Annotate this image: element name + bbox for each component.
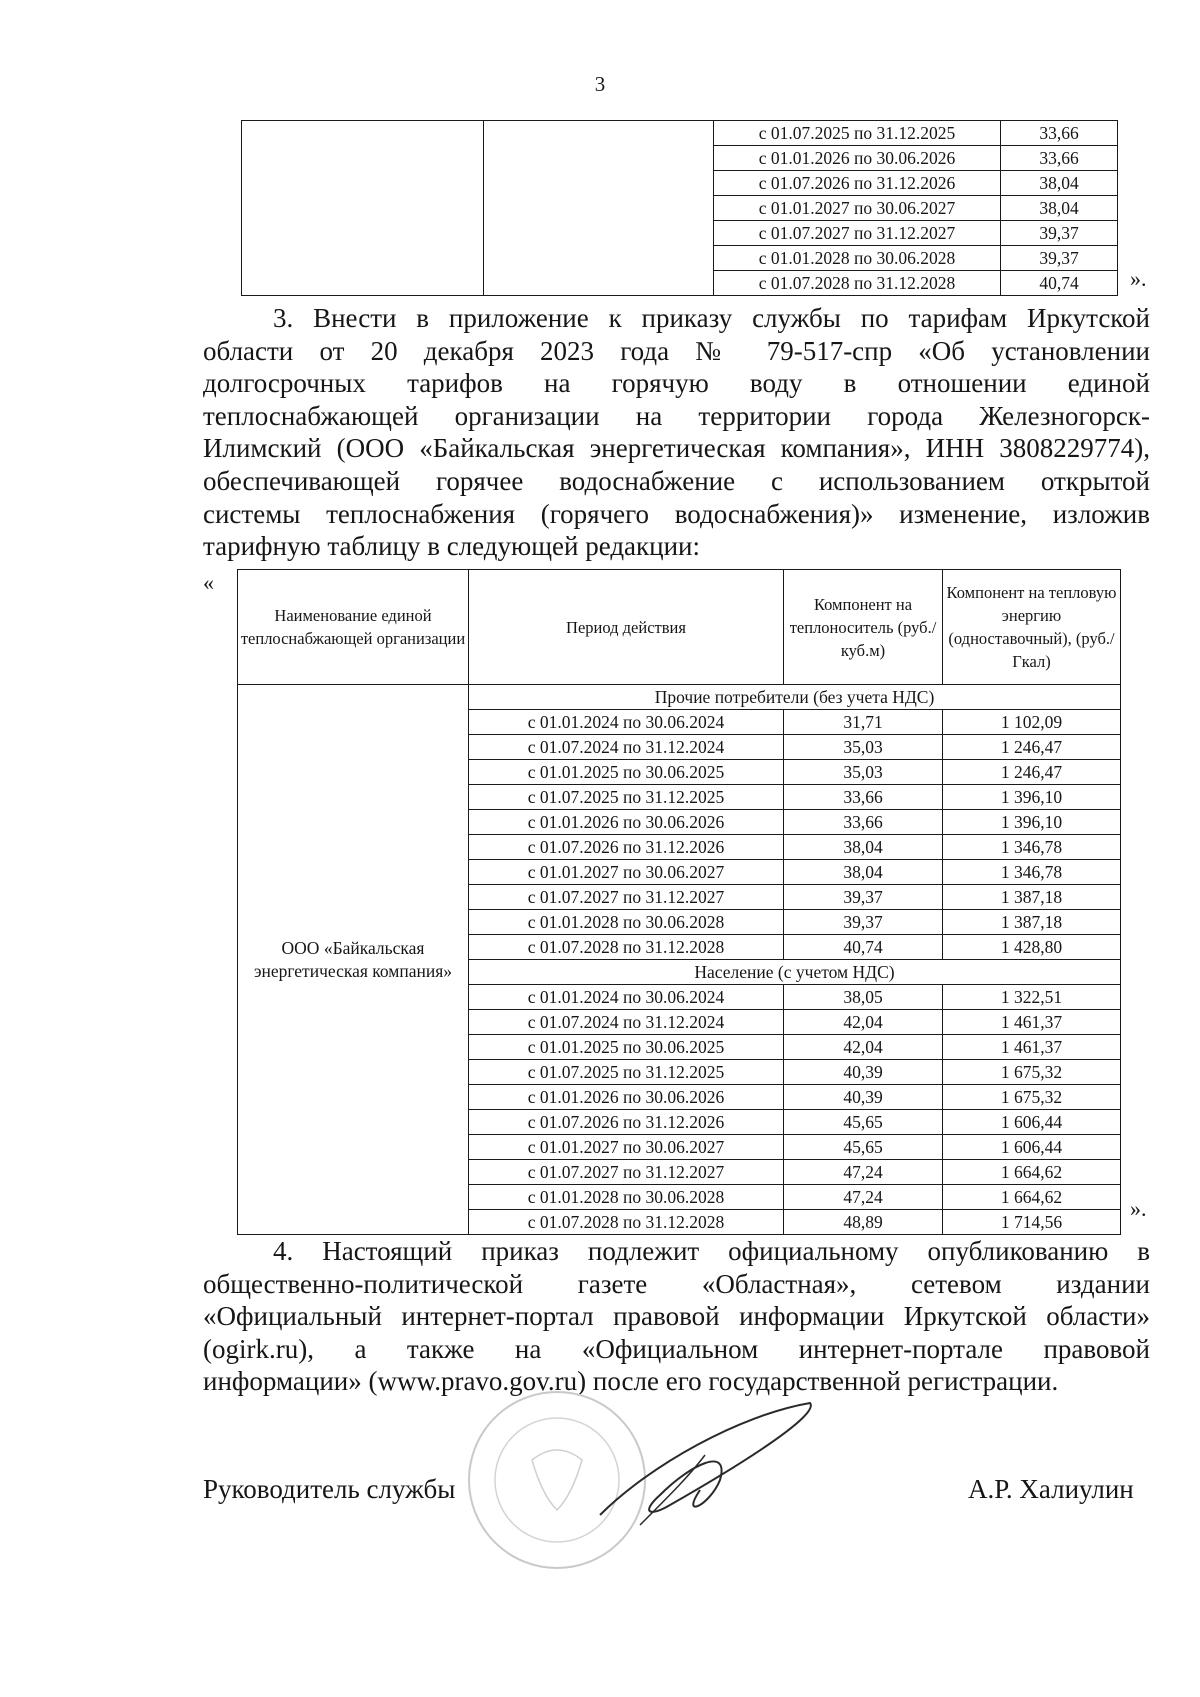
period-cell: с 01.01.2028 по 30.06.2028 <box>469 1185 784 1210</box>
tariff-table <box>237 569 1121 1235</box>
period-cell: с 01.07.2027 по 31.12.2027 <box>714 221 1001 246</box>
energy-cell: 1 428,80 <box>943 935 1121 960</box>
paragraph-line: обеспечивающей горячее водоснабжение с использованием открытой <box>203 465 1150 496</box>
energy-cell: 1 322,51 <box>943 985 1121 1010</box>
group-row <box>238 685 1121 710</box>
carrier-cell: 48,89 <box>784 1210 943 1235</box>
period-cell: с 01.01.2028 по 30.06.2028 <box>469 910 784 935</box>
period-cell: с 01.07.2026 по 31.12.2026 <box>469 1110 784 1135</box>
energy-cell: 1 461,37 <box>943 1035 1121 1060</box>
period-cell: с 01.01.2024 по 30.06.2024 <box>469 710 784 735</box>
carrier-cell: 45,65 <box>784 1135 943 1160</box>
period-cell: с 01.07.2028 по 31.12.2028 <box>714 271 1001 296</box>
period-cell: с 01.01.2027 по 30.06.2027 <box>469 860 784 885</box>
carrier-cell: 38,04 <box>784 860 943 885</box>
paragraph-line: (ogirk.ru), а также на «Официальном интернет-портале правовой <box>203 1333 1150 1364</box>
carrier-cell: 39,37 <box>784 910 943 935</box>
carrier-cell: 42,04 <box>784 1010 943 1035</box>
paragraph-line: системы теплоснабжения (горячего водоснабжения)» изменение, изложив <box>203 498 1150 529</box>
header-energy: Компонент на тепловую энергию (одноставочный), (руб./Гкал) <box>943 570 1121 685</box>
organization-cell: ООО «Байкальская энергетическая компания» <box>238 685 469 1235</box>
value-cell: 33,66 <box>1001 146 1118 171</box>
period-cell: с 01.01.2025 по 30.06.2025 <box>469 1035 784 1060</box>
period-cell: с 01.01.2028 по 30.06.2028 <box>714 246 1001 271</box>
empty-org-cell <box>242 121 484 296</box>
carrier-cell: 47,24 <box>784 1160 943 1185</box>
carrier-cell: 42,04 <box>784 1035 943 1060</box>
value-cell: 33,66 <box>1001 121 1118 146</box>
period-cell: с 01.07.2024 по 31.12.2024 <box>469 735 784 760</box>
carrier-cell: 40,39 <box>784 1060 943 1085</box>
value-cell: 38,04 <box>1001 196 1118 221</box>
carrier-cell: 38,05 <box>784 985 943 1010</box>
energy-cell: 1 606,44 <box>943 1135 1121 1160</box>
period-cell: с 01.07.2028 по 31.12.2028 <box>469 1210 784 1235</box>
energy-cell: 1 675,32 <box>943 1085 1121 1110</box>
period-cell: с 01.07.2025 по 31.12.2025 <box>714 121 1001 146</box>
carrier-cell: 31,71 <box>784 710 943 735</box>
paragraph-line: долгосрочных тарифов на горячую воду в отношении единой <box>203 368 1150 399</box>
period-cell: с 01.07.2025 по 31.12.2025 <box>469 1060 784 1085</box>
paragraph-line: информации» (www.pravo.gov.ru) после его государственной регистрации. <box>203 1366 1059 1397</box>
period-cell: с 01.07.2024 по 31.12.2024 <box>469 1010 784 1035</box>
period-cell: с 01.07.2026 по 31.12.2026 <box>714 171 1001 196</box>
carrier-cell: 38,04 <box>784 835 943 860</box>
period-cell: с 01.07.2025 по 31.12.2025 <box>469 785 784 810</box>
header-org: Наименование единой теплоснабжающей организации <box>238 570 469 685</box>
opening-quote: « <box>203 570 214 595</box>
carrier-cell: 45,65 <box>784 1110 943 1135</box>
signatory-position: Руководитель службы <box>203 1474 456 1504</box>
carrier-cell: 35,03 <box>784 760 943 785</box>
signatory-name: А.Р. Халиулин <box>968 1474 1134 1504</box>
group-title: Население (с учетом НДС) <box>469 960 1121 985</box>
energy-cell: 1 346,78 <box>943 835 1121 860</box>
closing-quote: ». <box>1130 266 1147 291</box>
carrier-cell: 33,66 <box>784 785 943 810</box>
carrier-cell: 47,24 <box>784 1185 943 1210</box>
carrier-cell: 39,37 <box>784 885 943 910</box>
period-cell: с 01.01.2026 по 30.06.2026 <box>714 146 1001 171</box>
empty-org-cell <box>484 121 714 296</box>
paragraph-line: Илимский (ООО «Байкальская энергетическая компания», ИНН 3808229774), <box>203 433 1150 464</box>
period-cell: с 01.01.2027 по 30.06.2027 <box>714 196 1001 221</box>
period-cell: с 01.01.2025 по 30.06.2025 <box>469 760 784 785</box>
carrier-cell: 33,66 <box>784 810 943 835</box>
energy-cell: 1 714,56 <box>943 1210 1121 1235</box>
period-cell: с 01.01.2024 по 30.06.2024 <box>469 985 784 1010</box>
energy-cell: 1 396,10 <box>943 785 1121 810</box>
period-cell: с 01.07.2026 по 31.12.2026 <box>469 835 784 860</box>
carrier-cell: 40,39 <box>784 1085 943 1110</box>
energy-cell: 1 396,10 <box>943 810 1121 835</box>
energy-cell: 1 675,32 <box>943 1060 1121 1085</box>
period-cell: с 01.07.2028 по 31.12.2028 <box>469 935 784 960</box>
paragraph-line: тарифную таблицу в следующей редакции: <box>203 531 701 562</box>
value-cell: 38,04 <box>1001 171 1118 196</box>
paragraph-line: области от 20 декабря 2023 года № 79-517-спр «Об установлении <box>203 335 1150 366</box>
energy-cell: 1 461,37 <box>943 1010 1121 1035</box>
group-title: Прочие потребители (без учета НДС) <box>469 685 1121 710</box>
signature-scribble <box>580 1395 830 1535</box>
energy-cell: 1 664,62 <box>943 1160 1121 1185</box>
energy-cell: 1 387,18 <box>943 910 1121 935</box>
value-cell: 39,37 <box>1001 221 1118 246</box>
energy-cell: 1 606,44 <box>943 1110 1121 1135</box>
period-cell: с 01.07.2027 по 31.12.2027 <box>469 1160 784 1185</box>
period-cell: с 01.01.2027 по 30.06.2027 <box>469 1135 784 1160</box>
continued-tariff-table <box>241 120 1118 296</box>
energy-cell: 1 246,47 <box>943 760 1121 785</box>
closing-quote: ». <box>1130 1196 1147 1221</box>
period-cell: с 01.01.2026 по 30.06.2026 <box>469 810 784 835</box>
seal-emblem <box>532 1450 582 1510</box>
energy-cell: 1 387,18 <box>943 885 1121 910</box>
carrier-cell: 40,74 <box>784 935 943 960</box>
carrier-cell: 35,03 <box>784 735 943 760</box>
header-period: Период действия <box>469 570 784 685</box>
paragraph-line: теплоснабжающей организации на территории города Железногорск- <box>203 400 1150 431</box>
period-cell: с 01.07.2027 по 31.12.2027 <box>469 885 784 910</box>
header-carrier: Компонент на теплоноситель (руб./куб.м) <box>784 570 943 685</box>
value-cell: 39,37 <box>1001 246 1118 271</box>
paragraph-line: «Официальный интернет-портал правовой информации Иркутской области» <box>203 1301 1150 1332</box>
paragraph-3 <box>203 302 1150 563</box>
signature-stroke <box>600 1403 811 1515</box>
table-header-row <box>238 570 1121 685</box>
energy-cell: 1 102,09 <box>943 710 1121 735</box>
energy-cell: 1 346,78 <box>943 860 1121 885</box>
energy-cell: 1 246,47 <box>943 735 1121 760</box>
paragraph-line: общественно-политической газете «Областная», сетевом издании <box>203 1268 1150 1299</box>
page-number: 3 <box>594 72 606 96</box>
paragraph-line: 4. Настоящий приказ подлежит официальному опубликованию в <box>273 1236 1150 1266</box>
energy-cell: 1 664,62 <box>943 1185 1121 1210</box>
paragraph-line: 3. Внести в приложение к приказу службы по тарифам Иркутской <box>273 303 1150 333</box>
table-row <box>242 121 1118 146</box>
paragraph-4 <box>203 1235 1150 1398</box>
value-cell: 40,74 <box>1001 271 1118 296</box>
period-cell: с 01.01.2026 по 30.06.2026 <box>469 1085 784 1110</box>
